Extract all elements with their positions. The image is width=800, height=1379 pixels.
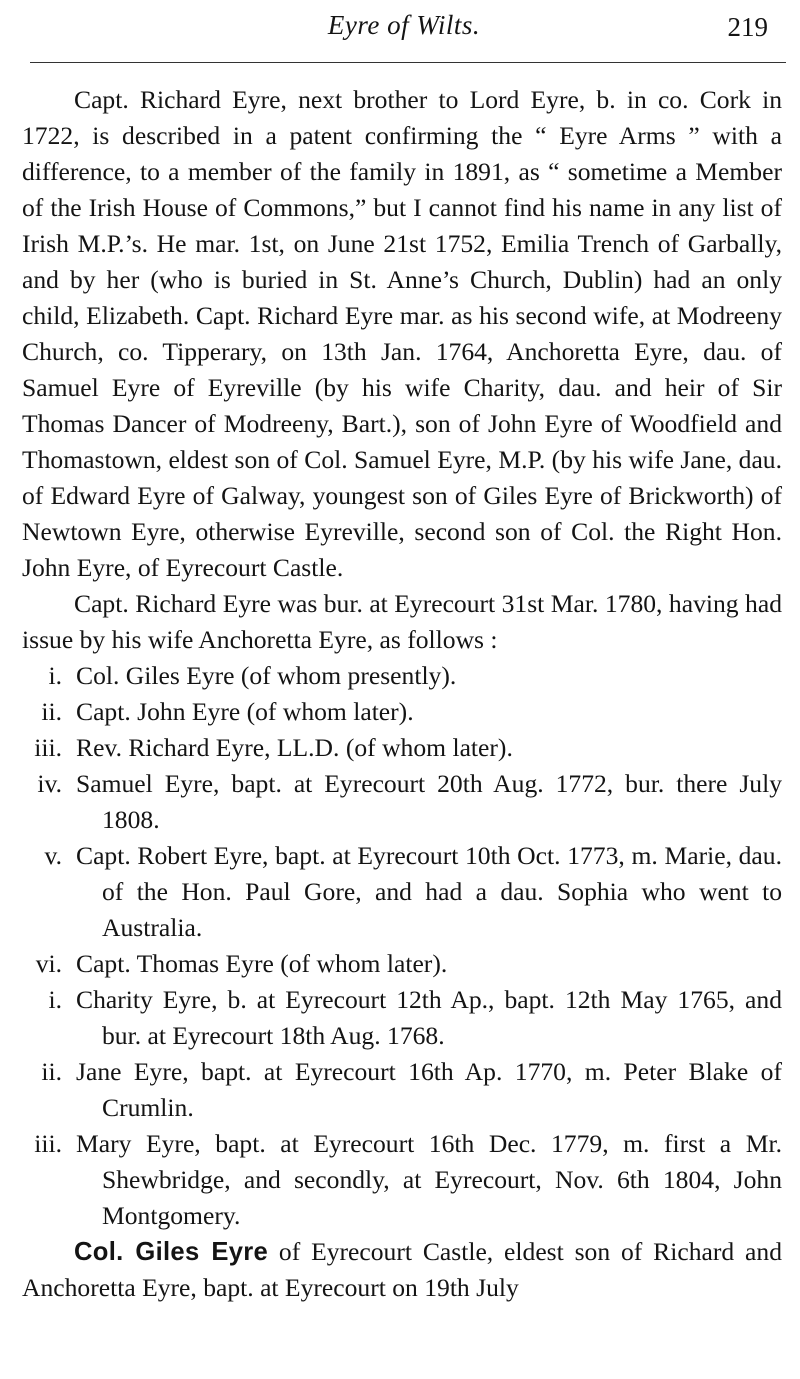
entry-text: Capt. Robert Eyre, bapt. at Eyrecourt 10th Oct. 1773, m. Marie, dau. of the Hon. Paul Gore, and had a dau. Sophia who went to Australia.	[76, 841, 782, 942]
issue-entry	[22, 658, 782, 694]
page-number: 219	[727, 12, 768, 42]
issue-entry	[22, 1126, 782, 1234]
header-rule	[30, 62, 786, 63]
issue-entry	[22, 730, 782, 766]
entry-number: v.	[44, 841, 62, 870]
issue-entry	[22, 946, 782, 982]
entry-number: ii.	[41, 1057, 62, 1086]
entry-number: i.	[48, 661, 62, 690]
issue-entry	[22, 766, 782, 838]
issue-entry	[22, 838, 782, 946]
entry-text: Charity Eyre, b. at Eyrecourt 12th Ap., bapt. 12th May 1765, and bur. at Eyrecourt 18th Aug. 1768.	[76, 985, 782, 1050]
entry-text: Capt. John Eyre (of whom later).	[76, 697, 414, 726]
entry-number: iii.	[34, 1129, 62, 1158]
entry-number: iii.	[34, 733, 62, 762]
body-text	[22, 82, 782, 1306]
heading-name-col-giles-eyre: Col. Giles Eyre	[74, 1238, 269, 1266]
paragraph-issue-intro: Capt. Richard Eyre was bur. at Eyrecourt 31st Mar. 1780, having had issue by his wife Anchoretta Eyre, as follows :	[22, 589, 782, 654]
entry-number: vi.	[35, 949, 62, 978]
entry-number: i.	[48, 985, 62, 1014]
entry-text: Mary Eyre, bapt. at Eyrecourt 16th Dec. 1779, m. first a Mr. Shewbridge, and secondly, at Eyrecourt, Nov. 6th 1804, John Montgomery.	[76, 1129, 782, 1230]
entry-text: Rev. Richard Eyre, LL.D. (of whom later).	[76, 733, 513, 762]
running-head	[22, 10, 786, 50]
issue-entry	[22, 982, 782, 1054]
entry-text: Jane Eyre, bapt. at Eyrecourt 16th Ap. 1770, m. Peter Blake of Crumlin.	[76, 1057, 782, 1122]
entry-text: Samuel Eyre, bapt. at Eyrecourt 20th Aug. 1772, bur. there July 1808.	[76, 769, 782, 834]
paragraph-col-giles-eyre-text: of Eyrecourt Castle, eldest son of Richard and Anchoretta Eyre, bapt. at Eyrecourt on 19th July	[22, 1237, 782, 1302]
paragraph-capt-richard-eyre: Capt. Richard Eyre, next brother to Lord Eyre, b. in co. Cork in 1722, is described in a patent confirming the “ Eyre Arms ” with a difference, to a member of the family in 1891, as “ sometime a Member of the Irish House of Commons,” but I cannot find his name in any list of Irish M.P.’s. He mar. 1st, on June 21st 1752, Emilia Trench of Garbally, and by her (who is buried in St. Anne’s Church, Dublin) had an only child, Elizabeth. Capt. Richard Eyre mar. as his second wife, at Modreeny Church, co. Tipperary, on 13th Jan. 1764, Anchoretta Eyre, dau. of Samuel Eyre of Eyreville (by his wife Charity, dau. and heir of Sir Thomas Dancer of Modreeny, Bart.), son of John Eyre of Woodfield and Thomastown, eldest son of Col. Samuel Eyre, M.P. (by his wife Jane, dau. of Edward Eyre of Galway, youngest son of Giles Eyre of Brickworth) of Newtown Eyre, otherwise Eyreville, second son of Col. the Right Hon. John Eyre, of Eyrecourt Castle.	[22, 85, 782, 582]
entry-number: ii.	[41, 697, 62, 726]
entry-number: iv.	[37, 769, 62, 798]
issue-entry	[22, 1054, 782, 1126]
entry-text: Capt. Thomas Eyre (of whom later).	[76, 949, 448, 978]
issue-entry	[22, 694, 782, 730]
entry-text: Col. Giles Eyre (of whom presently).	[76, 661, 457, 690]
running-title: Eyre of Wilts.	[327, 10, 481, 40]
paragraph-col-giles-eyre	[22, 1234, 782, 1306]
